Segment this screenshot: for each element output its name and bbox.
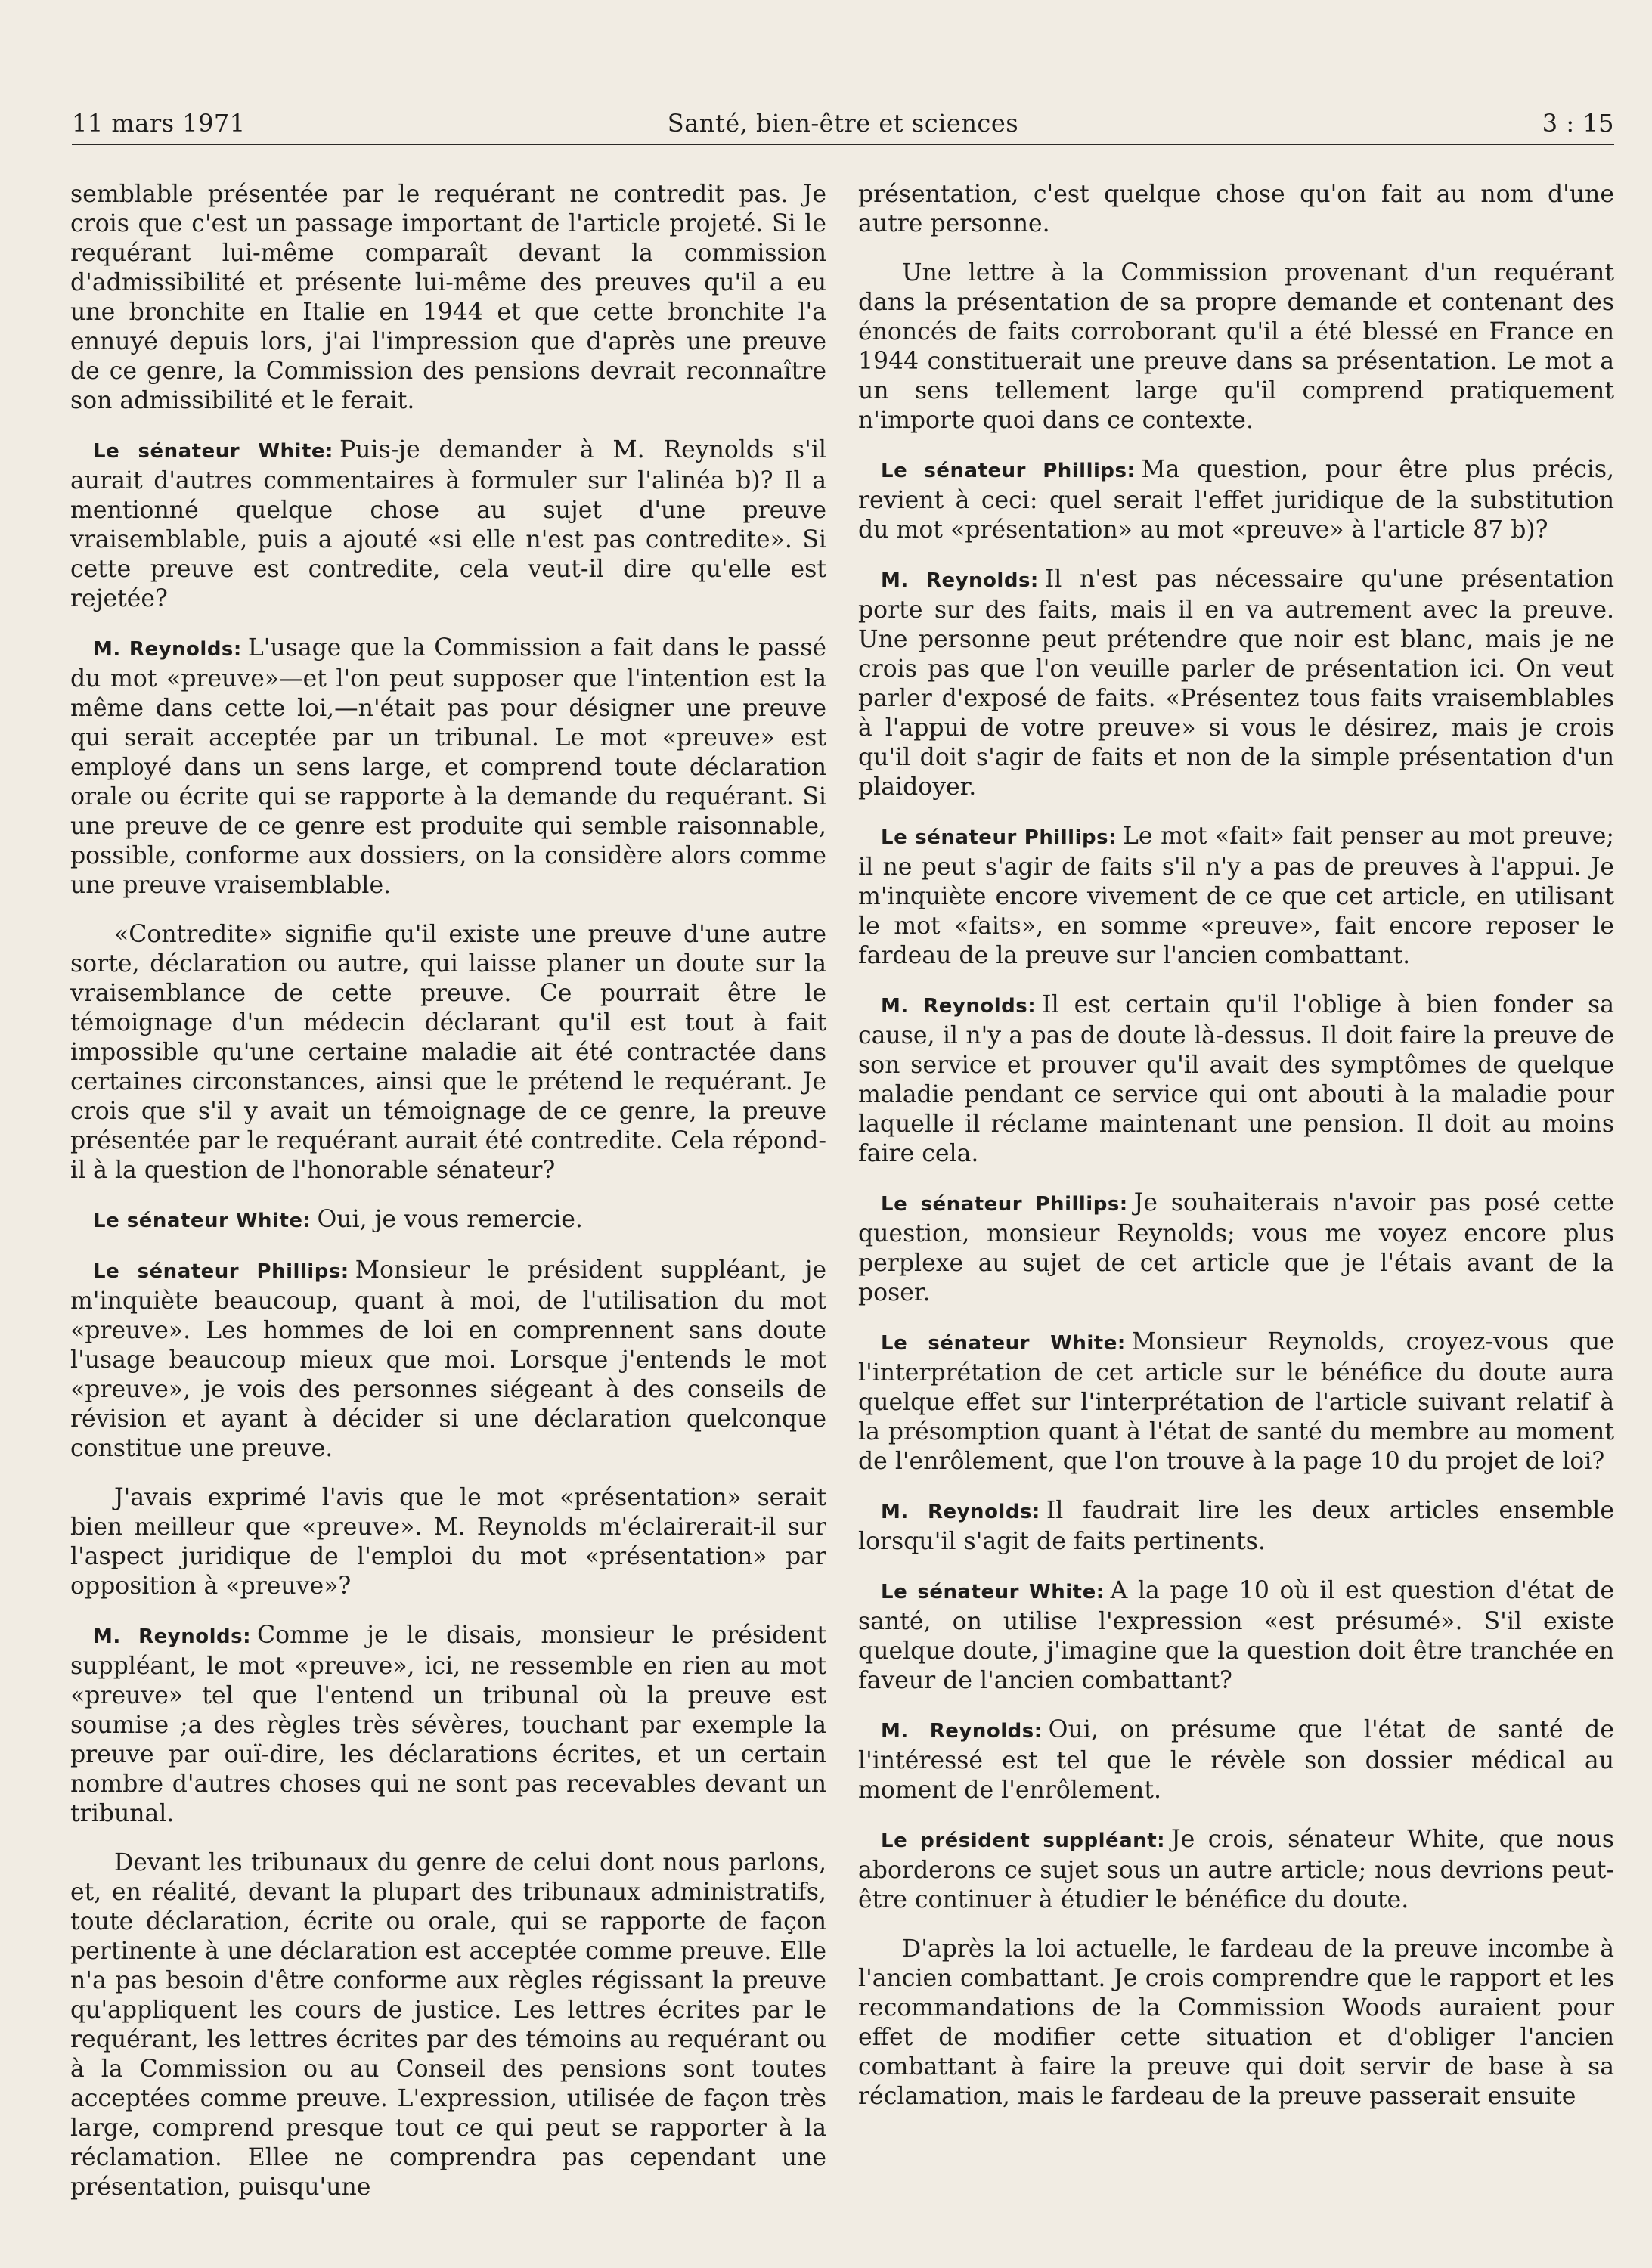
speaker-label: M. Reynolds: — [881, 1720, 1043, 1743]
paragraph — [70, 435, 826, 614]
paragraph — [70, 1848, 826, 2202]
paragraph-text: Je crois, sénateur White, que nous aborderons ce sujet sous un autre article; nous devrions peut-être continuer à étudier le bénéfice du doute. — [858, 1826, 1615, 1913]
speaker-label: M. Reynolds: — [881, 1501, 1040, 1523]
paragraph-text: Monsieur Reynolds, croyez-vous que l'interprétation de cet article sur le bénéfice du doute aura quelque effet sur l'interprétation de l'article suivant relatif à la présomption quant à l'état de santé du membre au moment de l'enrôlement, que l'on trouve à la page 10 du projet de loi? — [858, 1328, 1614, 1475]
speaker-label: Le sénateur White: — [881, 1332, 1126, 1355]
paragraph-text: Une lettre à la Commission provenant d'un requérant dans la présentation de sa propre demande et contenant des énoncés de faits corroborant qu'il a été blessé en France en 1944 constituerait une preuve dans sa présentation. Le mot a un sens tellement large qu'il comprend pratiquement n'importe quoi dans ce contexte. — [858, 259, 1614, 434]
paragraph — [70, 1483, 826, 1601]
paragraph-text: Oui, je vous remercie. — [317, 1206, 583, 1233]
paragraph — [858, 259, 1614, 435]
paragraph-text: A la page 10 où il est question d'état de santé, on utilise l'expression «est présumé». S'il existe quelque doute, j'imagine que la question doit être tranchée en faveur de l'ancien combattant? — [858, 1577, 1614, 1694]
speaker-label: Le sénateur Phillips: — [881, 460, 1136, 482]
paragraph — [858, 990, 1614, 1169]
paragraph — [70, 1205, 826, 1236]
speaker-label: M. Reynolds: — [93, 1625, 252, 1648]
paragraph — [858, 1328, 1614, 1476]
paragraph-text: Monsieur le président suppléant, je m'inquiète beaucoup, quant à moi, de l'utilisation du mot «preuve». Les hommes de loi en comprennent sans doute l'usage beaucoup mieux que moi. Lorsque j'entends le mot «preuve», je vois des personnes siégeant à des conseils de révision et ayant à décider si une déclaration quelconque constitue une preuve. — [70, 1256, 827, 1462]
paragraph-text: Puis-je demander à M. Reynolds s'il aurait d'autres commentaires à formuler sur l'alinéa b)? Il a mentionné quelque chose au sujet d'une preuve vraisemblable, puis a ajouté «si elle n'est pas contredite». Si cette preuve est contredite, cela veut-il dire qu'elle est rejetée? — [70, 436, 826, 612]
paragraph — [858, 1825, 1614, 1915]
paragraph — [70, 1621, 826, 1829]
paragraph-text: Devant les tribunaux du genre de celui dont nous parlons, et, en réalité, devant la plupart des tribunaux administratifs, toute déclaration, écrite ou orale, qui se rapporte de façon pertinente à une déclaration est acceptée comme preuve. Elle n'a pas besoin d'être conforme aux règles régissant la preuve qu'appliquent les cours de justice. Les lettres écrites par le requérant, les lettres écrites par des témoins au requérant ou à la Commission ou au Conseil des pensions sont toutes acceptées comme preuve. L'expression, utilisée de façon très large, comprend presque tout ce qui peut se rapporter à la réclamation. Ellee ne comprendra pas cependant une présentation, puisqu'une — [70, 1849, 826, 2201]
paragraph-text: Ma question, pour être plus précis, revient à ceci: quel serait l'effet juridique de la substitution du mot «présentation» au mot «preuve» à l'article 87 b)? — [858, 456, 1615, 544]
paragraph — [858, 1935, 1614, 2112]
speaker-label: M. Reynolds: — [881, 995, 1037, 1018]
paragraph — [858, 565, 1614, 802]
paragraph — [70, 920, 826, 1185]
speaker-label: Le sénateur White: — [93, 1210, 311, 1232]
paragraph — [858, 455, 1614, 545]
header-date: 11 mars 1971 — [72, 109, 246, 138]
paragraph — [858, 1496, 1614, 1557]
paragraph-text: semblable présentée par le requérant ne contredit pas. Je crois que c'est un passage important de l'article projeté. Si le requérant lui-même comparaît devant la commission d'admissibilité et présente lui-même des preuves qu'il a eu une bronchite en Italie en 1944 et que cette bronchite l'a ennuyé depuis lors, j'ai l'impression que d'après une preuve de ce genre, la Commission des pensions devrait reconnaître son admissibilité et le ferait. — [70, 181, 826, 414]
paragraph — [858, 822, 1614, 971]
left-column — [70, 180, 826, 2222]
paragraph — [858, 1576, 1614, 1696]
right-column — [858, 180, 1614, 2131]
paragraph-text: J'avais exprimé l'avis que le mot «présentation» serait bien meilleur que «preuve». M. Reynolds m'éclairerait-il sur l'aspect juridique de l'emploi du mot «présentation» par opposition à «preuve»? — [70, 1484, 826, 1600]
speaker-label: Le président suppléant: — [881, 1830, 1166, 1852]
paragraph — [858, 180, 1614, 239]
paragraph-text: D'après la loi actuelle, le fardeau de la preuve incombe à l'ancien combattant. Je crois comprendre que le rapport et les recommandations de la Commission Woods auraient pour effet de modifier cette situation et d'obliger l'ancien combattant à faire la preuve qui doit servir de base à sa réclamation, mais le fardeau de la preuve passerait ensuite — [858, 1935, 1614, 2110]
speaker-label: Le sénateur White: — [93, 440, 333, 463]
paragraph-text: Je souhaiterais n'avoir pas posé cette question, monsieur Reynolds; vous me voyez encore plus perplexe au sujet de cet article que je l'étais avant de la poser. — [858, 1189, 1615, 1306]
paragraph-text: Il faudrait lire les deux articles ensemble lorsqu'il s'agit de faits pertinents. — [858, 1497, 1614, 1555]
paragraph-text: L'usage que la Commission a fait dans le passé du mot «preuve»—et l'on peut supposer que l'intention est la même dans cette loi,—n'était pas pour désigner une preuve qui serait acceptée par un tribunal. Le mot «preuve» est employé dans un sens large, et comprend toute déclaration orale ou écrite qui se rapporte à la demande du requérant. Si une preuve de ce genre est produite qui semble raisonnable, possible, conforme aux dossiers, on la considère alors comme une preuve vraisemblable. — [70, 634, 826, 899]
speaker-label: M. Reynolds: — [881, 569, 1039, 592]
paragraph-text: Comme je le disais, monsieur le président suppléant, le mot «preuve», ici, ne ressemble en rien au mot «preuve» tel que l'entend un tribunal où la preuve est soumise ;a des règles très sévères, touchant par exemple la preuve par ouï-dire, les déclarations écrites, et un certain nombre d'autres choses qui ne sont pas recevables devant un tribunal. — [70, 1622, 826, 1827]
paragraph — [70, 1256, 826, 1464]
speaker-label: Le sénateur Phillips: — [881, 826, 1117, 849]
speaker-label: Le sénateur Phillips: — [881, 1193, 1128, 1216]
paragraph-text: Oui, on présume que l'état de santé de l'intéressé est tel que le révèle son dossier médical au moment de l'enrôlement. — [858, 1716, 1614, 1804]
page-header — [72, 106, 1614, 145]
header-title: Santé, bien-être et sciences — [667, 109, 1019, 138]
paragraph-text: Il n'est pas nécessaire qu'une présentation porte sur des faits, mais il en va autrement avec la preuve. Une personne peut prétendre que noir est blanc, mais je ne crois pas que l'on veuille parler de présentation ici. On veut parler d'exposé de faits. «Présentez tous faits vraisemblables à l'appui de votre preuve» si vous le désirez, mais je crois qu'il doit s'agir de faits et non de la simple présentation d'un plaidoyer. — [858, 565, 1614, 801]
speaker-label: M. Reynolds: — [93, 638, 242, 661]
header-page-number: 3 : 15 — [1542, 109, 1614, 138]
paragraph-text: Le mot «fait» fait penser au mot preuve; il ne peut s'agir de faits s'il n'y a pas de preuves à l'appui. Je m'inquiète encore vivement de ce que cet article, en utilisant le mot «faits», en somme «preuve», fait encore reposer le fardeau de la preuve sur l'ancien combattant. — [858, 823, 1615, 969]
paragraph-text: «Contredite» signifie qu'il existe une preuve d'une autre sorte, déclaration ou autre, qui laisse planer un doute sur la vraisemblance de cette preuve. Ce pourrait être le témoignage d'un médecin déclarant qu'il est tout à fait impossible qu'une certaine maladie ait été contractée dans certaines circonstances, ainsi que le prétend le requérant. Je crois que s'il y avait un témoignage de ce genre, la preuve présentée par le requérant aurait été contredite. Cela répond-il à la question de l'honorable sénateur? — [70, 921, 826, 1184]
speaker-label: Le sénateur Phillips: — [93, 1260, 349, 1283]
paragraph — [858, 1188, 1614, 1308]
paragraph-text: présentation, c'est quelque chose qu'on fait au nom d'une autre personne. — [858, 181, 1614, 237]
paragraph-text: Il est certain qu'il l'oblige à bien fonder sa cause, il n'y a pas de doute là-dessus. Il doit faire la preuve de son service et prouver qu'il avait des symptômes de quelque maladie pendant ce service qui ont abouti à la maladie pour laquelle il réclame maintenant une pension. Il doit au moins faire cela. — [858, 991, 1614, 1167]
paragraph — [70, 180, 826, 416]
paragraph — [858, 1715, 1614, 1805]
speaker-label: Le sénateur White: — [881, 1581, 1105, 1603]
paragraph — [70, 634, 826, 900]
